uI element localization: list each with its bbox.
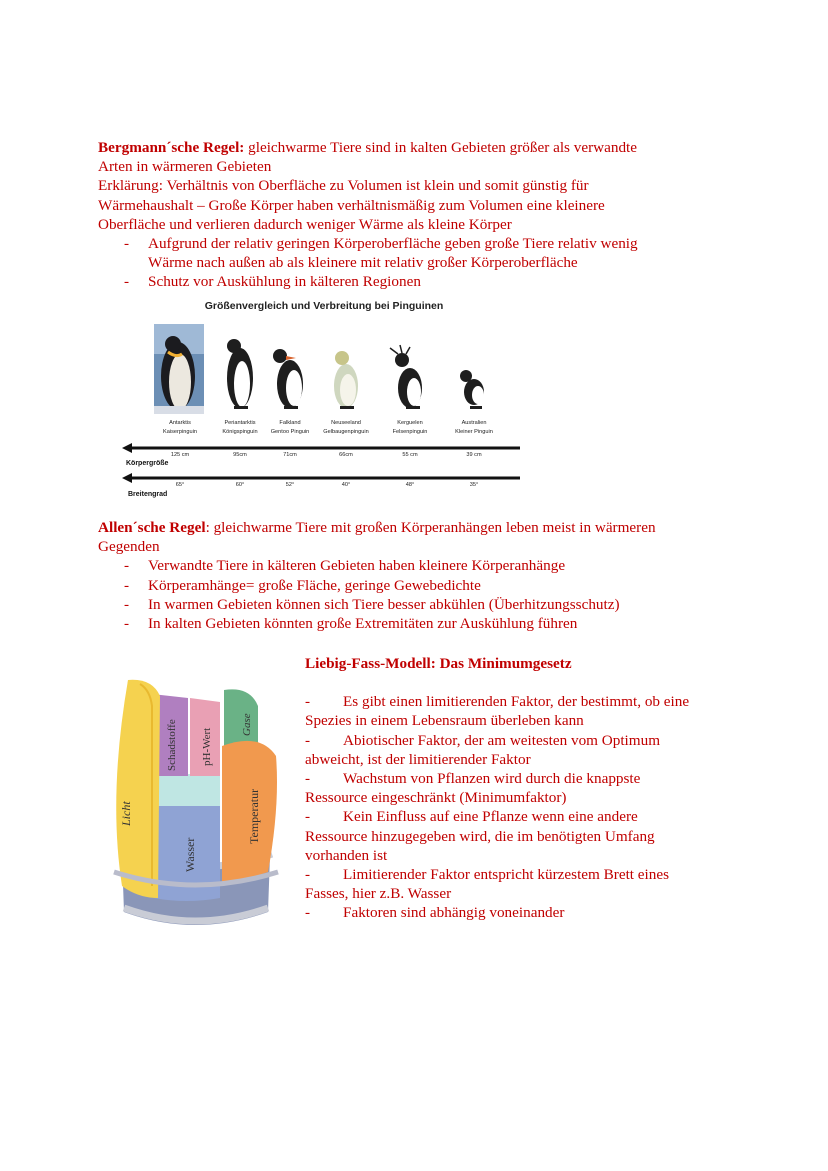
penguin-lat-label: 52° <box>285 482 295 488</box>
allen-text-2: Gegenden <box>98 538 160 556</box>
penguin-sketch <box>227 339 253 409</box>
list-item-cont: Spezies in einem Lebensraum überleben kann <box>305 712 584 730</box>
barrel-figure <box>100 676 290 931</box>
bergmann-section <box>98 138 738 292</box>
barrel-label: Gase <box>241 713 253 736</box>
penguin-name-label: Gentoo Pinguin <box>270 429 310 435</box>
axis-label-latitude: Breitengrad <box>128 491 168 498</box>
list-item-cont: Fasses, hier z.B. Wasser <box>305 885 452 903</box>
penguin-size-label: 55 cm <box>402 452 418 458</box>
list-item: - In warmen Gebieten können sich Tiere besser abkühlen (Überhitzungsschutz) <box>124 595 620 613</box>
penguin-sketch <box>460 370 484 409</box>
penguin-sketch <box>334 351 358 409</box>
penguin-name-label: Kaiserpinguin <box>163 429 197 435</box>
list-item: - Abiotischer Faktor, der am weitesten vom Optimum <box>305 731 661 749</box>
penguin-size-label: 95cm <box>233 452 247 458</box>
penguin-lat-label: 40° <box>341 482 351 488</box>
list-item: - Schutz vor Auskühlung in kälteren Regionen <box>124 273 421 291</box>
penguin-region-label: Kerguelen <box>397 420 423 426</box>
list-item-cont: abweicht, ist der limitierender Faktor <box>305 750 531 768</box>
penguin-figure-title: Größenvergleich und Verbreitung bei Pinguinen <box>204 300 444 312</box>
barrel-label: Temperatur <box>247 788 261 844</box>
penguin-region-label: Antarktis <box>169 420 191 426</box>
list-item: - Aufgrund der relativ geringen Körperoberfläche geben große Tiere relativ wenig <box>124 235 638 253</box>
penguin-lat-label: 35° <box>469 482 479 488</box>
penguin-photo <box>154 324 204 414</box>
list-item: - Limitierender Faktor entspricht kürzestem Brett eines <box>305 866 670 884</box>
list-item-cont: vorhanden ist <box>305 846 388 864</box>
bergmann-title: Bergmann´sche Regel: <box>98 139 245 156</box>
liebig-title: Liebig-Fass-Modell: Das Minimumgesetz <box>305 655 572 672</box>
penguin-region-label: Periantarktis <box>224 420 256 426</box>
penguin-sketch <box>273 349 303 409</box>
penguin-size-label: 39 cm <box>466 452 482 458</box>
list-item: - Es gibt einen limitierenden Faktor, der bestimmt, ob eine <box>305 693 690 711</box>
barrel-label: Wasser <box>183 837 197 872</box>
penguin-name-label: Königspinguin <box>222 429 258 435</box>
penguin-sketch <box>390 345 422 409</box>
penguin-size-label: 125 cm <box>170 452 190 458</box>
axis-label-size: Körpergröße <box>126 460 169 467</box>
list-item-cont: Ressource eingeschränkt (Minimumfaktor) <box>305 789 567 807</box>
list-item-cont: Ressource hinzugegeben wird, die im benötigten Umfang <box>305 827 655 845</box>
list-item: - In kalten Gebieten könnten große Extremitäten zur Auskühlung führen <box>124 615 578 633</box>
list-item: - Wachstum von Pflanzen wird durch die knappste <box>305 770 641 788</box>
list-item: - Kein Einfluss auf eine Pflanze wenn eine andere <box>305 808 638 826</box>
penguin-region-label: Neuseeland <box>331 420 361 426</box>
penguin-name-label: Kleiner Pinguin <box>455 429 493 435</box>
list-item: - Verwandte Tiere in kälteren Gebieten haben kleinere Körperanhänge <box>124 557 566 575</box>
list-item: - Körperamhänge= große Fläche, geringe Gewebedichte <box>124 576 481 594</box>
bergmann-text-5: Oberfläche und verlieren dadurch weniger Wärme als kleine Körper <box>98 215 512 233</box>
list-item: - Faktoren sind abhängig voneinander <box>305 904 565 922</box>
list-item-cont: Wärme nach außen ab als kleinere mit relativ großer Körperoberfläche <box>148 254 578 272</box>
bergmann-text-1: gleichwarme Tiere sind in kalten Gebieten größer als verwandte <box>244 139 638 156</box>
penguin-lat-label: 48° <box>405 482 415 488</box>
penguin-size-label: 71cm <box>283 452 297 458</box>
penguin-lat-label: 65° <box>175 482 185 488</box>
penguin-name-label: Gelbaugenpinguin <box>323 429 369 435</box>
bergmann-text-3: Erklärung: Verhältnis von Oberfläche zu Volumen ist klein und somit günstig für <box>98 177 589 195</box>
barrel-label: Schadstoffe <box>166 719 178 771</box>
penguin-region-label: Australien <box>461 420 487 426</box>
bergmann-text-4: Wärmehaushalt – Große Körper haben verhältnismäßig zum Volumen eine kleinere <box>98 196 605 214</box>
penguin-figure <box>118 296 530 502</box>
allen-section <box>98 518 738 633</box>
penguin-name-label: Felsenpinguin <box>392 429 428 435</box>
penguin-region-label: Falkland <box>279 420 301 426</box>
allen-title: Allen´sche Regel <box>98 519 206 536</box>
penguin-size-label: 66cm <box>339 452 353 458</box>
allen-text-1: : gleichwarme Tiere mit großen Körperanhängen leben meist in wärmeren <box>205 519 656 536</box>
liebig-section <box>305 654 745 923</box>
bergmann-text-2: Arten in wärmeren Gebieten <box>98 158 272 176</box>
barrel-label: pH-Wert <box>201 727 213 766</box>
penguin-lat-label: 60° <box>235 482 245 488</box>
barrel-label: Licht <box>119 801 133 826</box>
